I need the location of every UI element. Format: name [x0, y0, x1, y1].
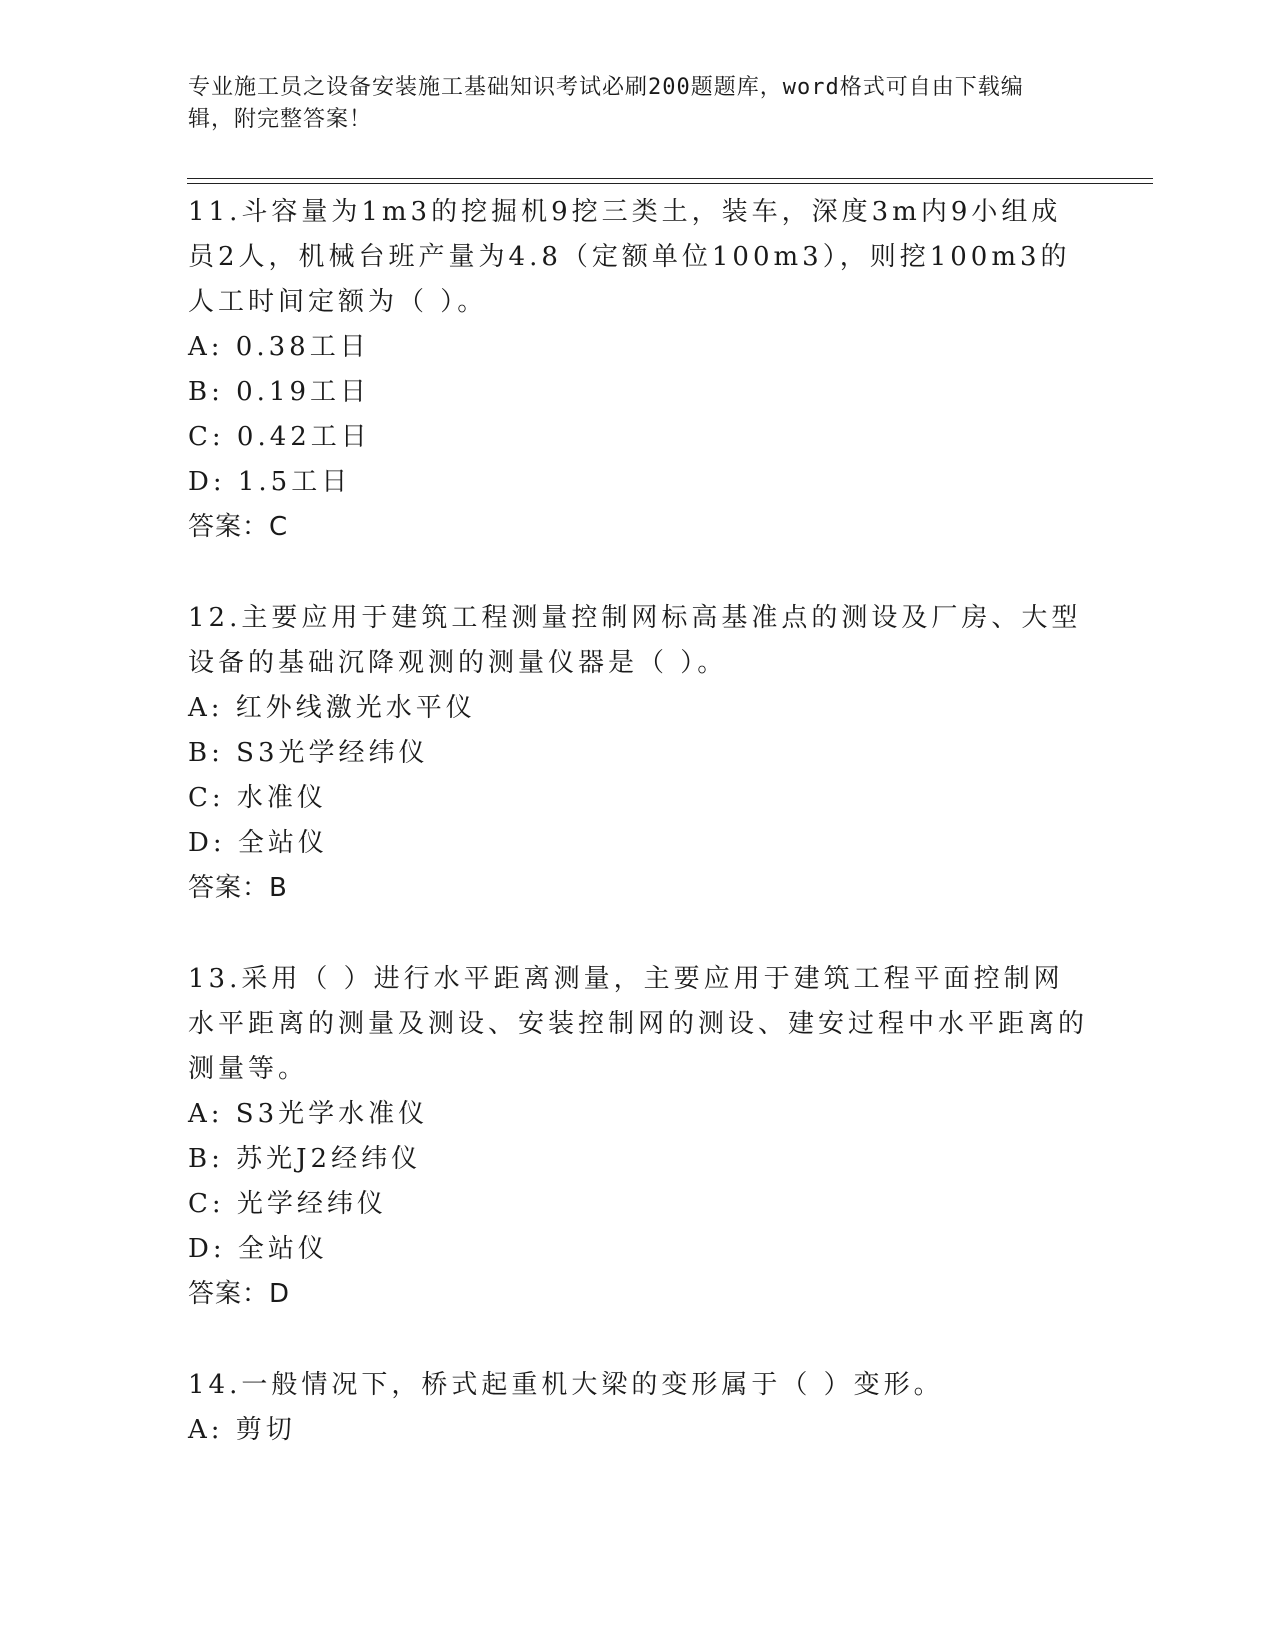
- option-a: A: 0.38工日: [188, 332, 370, 362]
- question-stem: 11.斗容量为1m3的挖掘机9挖三类土，装车，深度3m内9小组成员2人，机械台班产量为4.8（定额单位100m3），则挖100m3的人工时间定额为（ ）。: [188, 197, 1071, 317]
- option-b: B: 苏光J2经纬仪: [188, 1144, 422, 1174]
- option-a: A: S3光学水准仪: [188, 1099, 429, 1129]
- option-c: C: 光学经纬仪: [188, 1189, 387, 1219]
- option-d: D: 全站仪: [188, 828, 328, 858]
- question-14: [188, 1363, 1088, 1453]
- question-13: [188, 957, 1088, 1317]
- question-11: [188, 190, 1088, 550]
- header-divider-bottom: [187, 183, 1153, 184]
- option-a: A: 红外线激光水平仪: [188, 693, 476, 723]
- option-d: D: 全站仪: [188, 1234, 328, 1264]
- option-c: C: 0.42工日: [188, 422, 371, 452]
- question-stem: 12.主要应用于建筑工程测量控制网标高基准点的测设及厂房、大型设备的基础沉降观测的测量仪器是（ ）。: [188, 603, 1082, 678]
- header-divider-top: [187, 178, 1153, 179]
- option-a: A: 剪切: [188, 1415, 296, 1445]
- question-12: [188, 596, 1088, 911]
- question-list: [188, 190, 1088, 1499]
- option-c: C: 水准仪: [188, 783, 327, 813]
- question-stem: 14.一般情况下，桥式起重机大梁的变形属于（ ）变形。: [188, 1370, 944, 1400]
- document-header-title: 专业施工员之设备安装施工基础知识考试必刷200题题库，word格式可自由下载编辑，附完整答案！: [188, 75, 1024, 132]
- answer-line: 答案：D: [188, 1279, 291, 1309]
- question-stem: 13.采用（ ）进行水平距离测量，主要应用于建筑工程平面控制网水平距离的测量及测设、安装控制网的测设、建安过程中水平距离的测量等。: [188, 964, 1089, 1084]
- option-b: B: S3光学经纬仪: [188, 738, 429, 768]
- answer-line: 答案：B: [188, 873, 288, 903]
- option-b: B: 0.19工日: [188, 377, 371, 407]
- answer-line: 答案：C: [188, 512, 289, 542]
- option-d: D: 1.5工日: [188, 467, 352, 497]
